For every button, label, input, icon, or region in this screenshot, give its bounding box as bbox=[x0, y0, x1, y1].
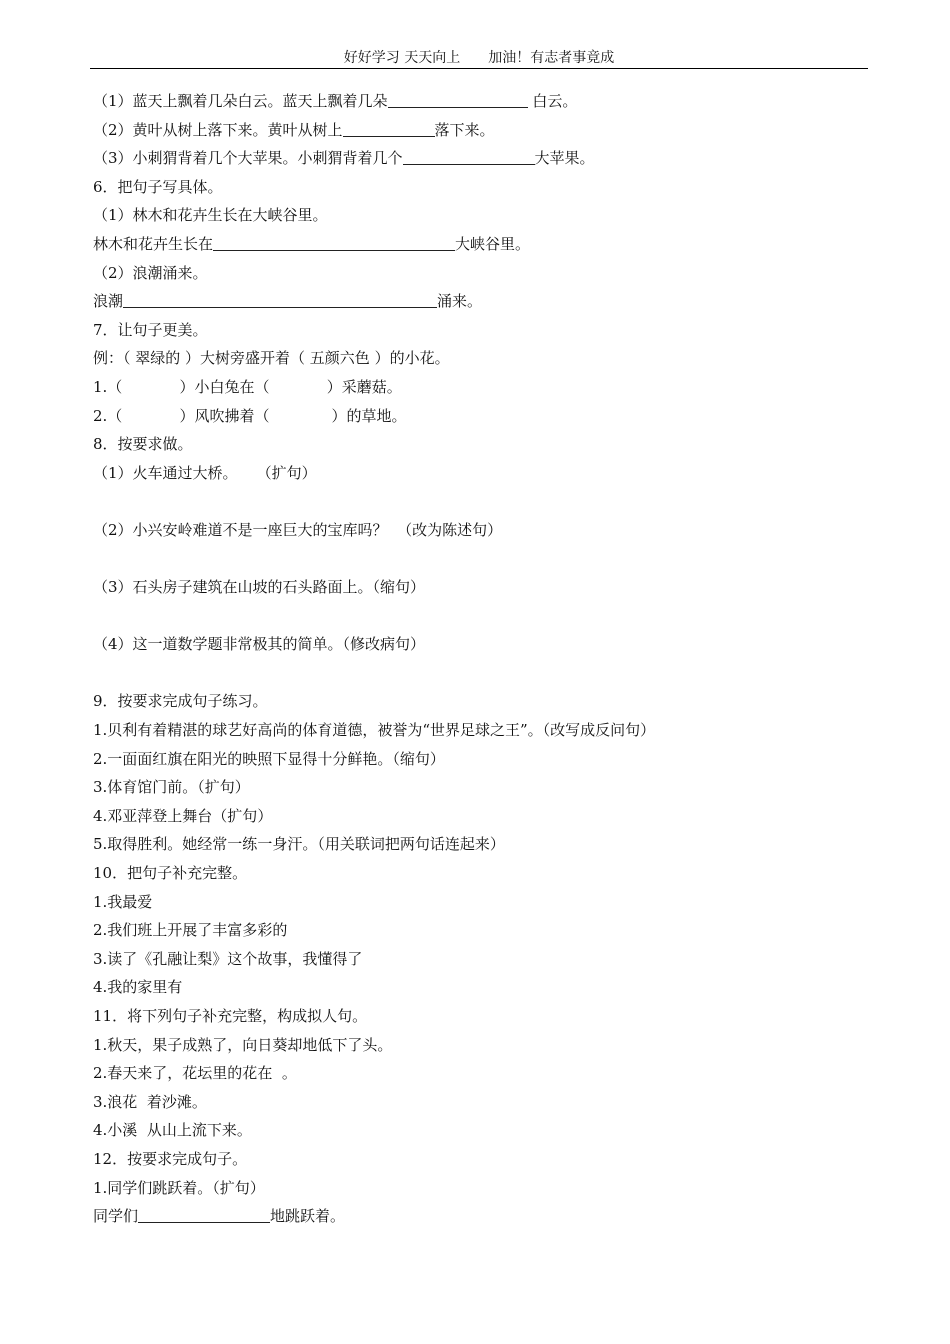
q9-sentence-3: 3.体育馆门前。（扩句） bbox=[93, 778, 250, 797]
q5-sentence-2: （2）黄叶从树上落下来。黄叶从树上 落下来。 bbox=[93, 120, 495, 139]
q11-title: 11．将下列句子补充完整，构成拟人句。 bbox=[93, 1007, 368, 1025]
answer-space[interactable] bbox=[93, 659, 868, 688]
q10-sentence-1: 1.我最爱 bbox=[93, 892, 153, 911]
answer-space[interactable] bbox=[93, 602, 868, 631]
q9-sentence-5: 5.取得胜利。她经常一练一身汗。（用关联词把两句话连起来） bbox=[93, 835, 505, 854]
q12-sentence-1: 1.同学们跳跃着。（扩句） bbox=[93, 1178, 265, 1197]
q7-sentence-1: 1.（ ）小白兔在（ ）采蘑菇。 bbox=[93, 377, 402, 396]
q11-sentence-1: 1.秋天，果子成熟了，向日葵却地低下了头。 bbox=[93, 1035, 393, 1054]
q8-title: 8．按要求做。 bbox=[93, 435, 193, 454]
page-header bbox=[90, 48, 868, 69]
q8-sentence-4: （4）这一道数学题非常极其的简单。（修改病句） bbox=[93, 635, 426, 654]
q8-sentence-3: （3）石头房子建筑在山坡的石头路面上。（缩句） bbox=[93, 578, 426, 597]
q9-sentence-4: 4.邓亚萍登上舞台（扩句） bbox=[93, 806, 273, 825]
q9-sentence-1: 1.贝利有着精湛的球艺好高尚的体育道德，被誉为“世界足球之王”。（改写成反问句） bbox=[93, 721, 656, 740]
q7-example: 例：（ 翠绿的 ）大树旁盛开着（ 五颜六色 ）的小花。 bbox=[93, 349, 450, 368]
q11-sentence-3: 3.浪花 着沙滩。 bbox=[93, 1092, 207, 1111]
answer-space[interactable] bbox=[93, 487, 868, 516]
q10-title: 10．把句子补充完整。 bbox=[93, 864, 248, 883]
q9-sentence-2: 2.一面面红旗在阳光的映照下显得十分鲜艳。（缩句） bbox=[93, 749, 445, 768]
q6-answer-2: 浪潮 涌来。 bbox=[93, 292, 483, 311]
q8-sentence-1: （1）火车通过大桥。 （扩句） bbox=[93, 463, 317, 482]
q10-sentence-2: 2.我们班上开展了丰富多彩的 bbox=[93, 921, 288, 940]
q10-sentence-4: 4.我的家里有 bbox=[93, 978, 183, 997]
q9-title: 9．按要求完成句子练习。 bbox=[93, 692, 268, 711]
header-motto-right: 加油！有志者事竟成 bbox=[488, 50, 615, 66]
q7-sentence-2: 2.（ ）风吹拂着（ ）的草地。 bbox=[93, 406, 407, 425]
answer-blank[interactable] bbox=[123, 290, 437, 308]
header-motto-left: 好好学习 天天向上 bbox=[343, 50, 461, 66]
q11-sentence-2: 2.春天来了，花坛里的花在 。 bbox=[93, 1064, 297, 1083]
answer-blank[interactable] bbox=[138, 1205, 270, 1223]
q8-sentence-2: （2）小兴安岭难道不是一座巨大的宝库吗？ （改为陈述句） bbox=[93, 520, 503, 539]
answer-space[interactable] bbox=[93, 545, 868, 574]
q11-sentence-4: 4.小溪 从山上流下来。 bbox=[93, 1121, 252, 1140]
answer-blank[interactable] bbox=[388, 90, 528, 108]
answer-blank[interactable] bbox=[213, 233, 455, 251]
answer-blank[interactable] bbox=[343, 119, 435, 137]
q6-title: 6．把句子写具体。 bbox=[93, 177, 223, 196]
q5-sentence-1: （1）蓝天上飘着几朵白云。蓝天上飘着几朵 白云。 bbox=[93, 92, 578, 110]
q6-sentence-2: （2）浪潮涌来。 bbox=[93, 263, 208, 282]
q12-answer-1: 同学们 地跳跃着。 bbox=[93, 1207, 346, 1226]
q5-sentence-3: （3）小刺猬背着几个大苹果。小刺猬背着几个 大苹果。 bbox=[93, 149, 595, 168]
q6-sentence-1: （1）林木和花卉生长在大峡谷里。 bbox=[93, 206, 328, 225]
answer-blank[interactable] bbox=[403, 147, 535, 165]
q6-answer-1: 林木和花卉生长在 大峡谷里。 bbox=[93, 234, 531, 253]
q7-title: 7．让句子更美。 bbox=[93, 320, 208, 339]
q10-sentence-3: 3.读了《孔融让梨》这个故事，我懂得了 bbox=[93, 949, 363, 968]
q12-title: 12．按要求完成句子。 bbox=[93, 1149, 248, 1168]
worksheet-body bbox=[93, 87, 868, 1231]
